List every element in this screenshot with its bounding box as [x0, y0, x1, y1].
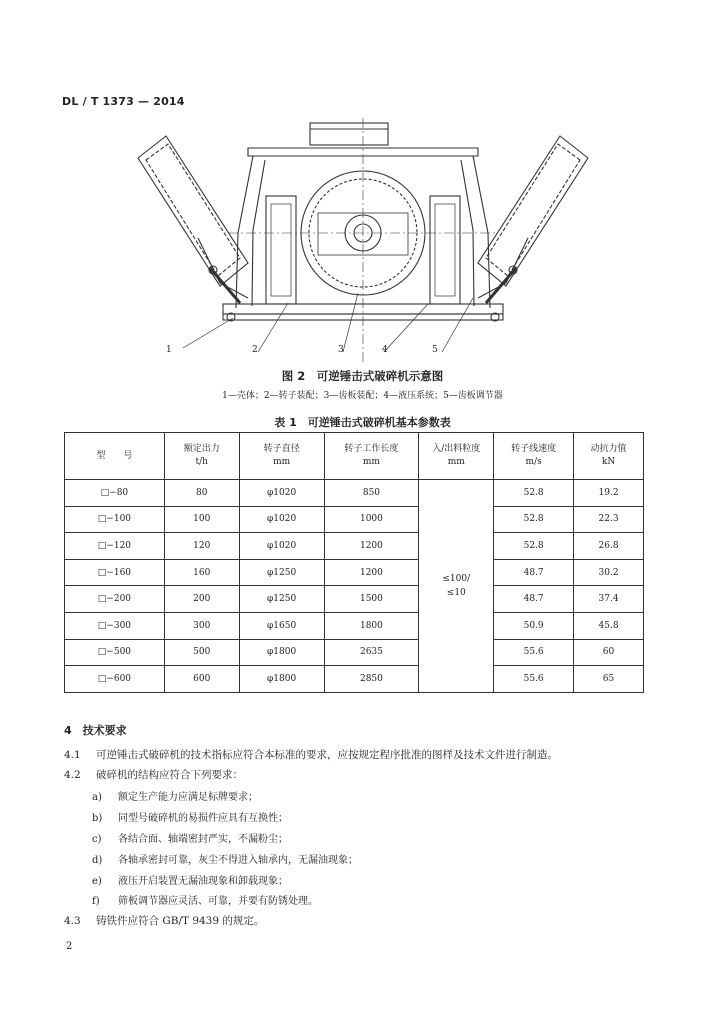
table-row: [65, 506, 644, 533]
callout-2: 2: [252, 345, 258, 355]
list-item: [92, 872, 288, 887]
page-number: 2: [66, 941, 73, 952]
cell-output: 500: [164, 639, 239, 666]
table-row: [65, 612, 644, 639]
cell-model: □−600: [65, 666, 165, 693]
cell-model: □−120: [65, 533, 165, 560]
list-item-label: f): [92, 896, 100, 907]
table-header-row: [65, 433, 644, 480]
cell-length: 1800: [324, 612, 419, 639]
header-particle-size: 入/出料粒度 mm: [419, 433, 494, 480]
cell-diameter: φ1800: [239, 666, 324, 693]
paragraph-number: 4.2: [64, 769, 81, 781]
cell-force: 30.2: [574, 559, 644, 586]
list-item-text: 额定生产能力应满足标牌要求；: [118, 792, 258, 803]
cell-length: 1200: [324, 533, 419, 560]
callout-5: 5: [432, 345, 438, 355]
cell-model: □−100: [65, 506, 165, 533]
table-row: [65, 480, 644, 507]
list-item-label: e): [92, 876, 102, 887]
cell-output: 600: [164, 666, 239, 693]
paragraph-4-2: [64, 767, 664, 782]
cell-output: 200: [164, 586, 239, 613]
cell-output: 160: [164, 559, 239, 586]
header-speed: 转子线速度 m/s: [494, 433, 574, 480]
cell-speed: 55.6: [494, 666, 574, 693]
cell-model: □−300: [65, 612, 165, 639]
cell-speed: 50.9: [494, 612, 574, 639]
cell-speed: 48.7: [494, 559, 574, 586]
cell-speed: 55.6: [494, 639, 574, 666]
crusher-schematic-drawing: [128, 118, 598, 362]
cell-output: 300: [164, 612, 239, 639]
cell-force: 19.2: [574, 480, 644, 507]
list-item: [92, 892, 318, 907]
cell-diameter: φ1800: [239, 639, 324, 666]
cell-speed: 52.8: [494, 480, 574, 507]
cell-diameter: φ1250: [239, 559, 324, 586]
list-item-text: 各轴承密封可靠，灰尘不得进入轴承内，无漏油现象；: [118, 855, 358, 866]
callout-1: 1: [166, 345, 172, 355]
callout-3: 3: [338, 345, 344, 355]
paragraph-4-1: [64, 747, 664, 762]
header-force: 动抗力值 kN: [574, 433, 644, 480]
paragraph-number: 4.3: [64, 915, 81, 927]
cell-speed: 48.7: [494, 586, 574, 613]
section-heading: 4 技术要求: [64, 724, 127, 737]
header-output: 额定出力 t/h: [164, 433, 239, 480]
cell-output: 100: [164, 506, 239, 533]
list-item-text: 筛板调节器应灵活、可靠，并要有防锈处理。: [118, 896, 318, 907]
cell-output: 120: [164, 533, 239, 560]
list-item-text: 各结合面、轴端密封严实，不漏粉尘；: [118, 834, 288, 845]
cell-length: 2850: [324, 666, 419, 693]
cell-length: 850: [324, 480, 419, 507]
table-row: [65, 559, 644, 586]
cell-force: 65: [574, 666, 644, 693]
list-item: [92, 788, 258, 803]
cell-diameter: φ1020: [239, 533, 324, 560]
cell-speed: 52.8: [494, 533, 574, 560]
list-item-label: a): [92, 792, 102, 803]
paragraph-text: 可逆锤击式破碎机的技术指标应符合本标准的要求，应按规定程序批准的图样及技术文件进行制造。: [96, 749, 558, 761]
cell-model: □−160: [65, 559, 165, 586]
figure-callouts: [160, 341, 470, 361]
cell-particle-size: ≤100/ ≤10: [419, 480, 494, 693]
table-row: [65, 533, 644, 560]
cell-diameter: φ1020: [239, 506, 324, 533]
cell-model: □−500: [65, 639, 165, 666]
list-item: [92, 830, 288, 845]
table-row: [65, 639, 644, 666]
figure-legend: 1—壳体；2—转子装配；3—齿板装配；4—液压系统；5—齿板调节器: [222, 391, 503, 401]
list-item-label: c): [92, 834, 102, 845]
cell-length: 1200: [324, 559, 419, 586]
paragraph-4-3: [64, 913, 664, 928]
cell-length: 1500: [324, 586, 419, 613]
list-item-label: b): [92, 813, 103, 824]
header-diameter: 转子直径 mm: [239, 433, 324, 480]
cell-diameter: φ1250: [239, 586, 324, 613]
cell-force: 60: [574, 639, 644, 666]
table-row: [65, 666, 644, 693]
cell-diameter: φ1020: [239, 480, 324, 507]
cell-model: □−80: [65, 480, 165, 507]
callout-4: 4: [382, 345, 388, 355]
cell-force: 45.8: [574, 612, 644, 639]
cell-diameter: φ1650: [239, 612, 324, 639]
list-item: [92, 809, 288, 824]
header-model: 型 号: [65, 433, 165, 480]
table-row: [65, 586, 644, 613]
list-item: [92, 851, 358, 866]
list-item-text: 液压开启装置无漏油现象和卸载现象；: [118, 876, 288, 887]
cell-length: 1000: [324, 506, 419, 533]
cell-model: □−200: [65, 586, 165, 613]
cell-force: 22.3: [574, 506, 644, 533]
cell-length: 2635: [324, 639, 419, 666]
list-item-text: 同型号破碎机的易损件应具有互换性；: [118, 813, 288, 824]
cell-force: 37.4: [574, 586, 644, 613]
paragraph-text: 铸铁件应符合 GB/T 9439 的规定。: [96, 915, 265, 927]
paragraph-number: 4.1: [64, 749, 81, 761]
cell-output: 80: [164, 480, 239, 507]
header-length: 转子工作长度 mm: [324, 433, 419, 480]
document-header: DL / T 1373 — 2014: [62, 95, 185, 108]
figure-caption: 图 2 可逆锤击式破碎机示意图: [281, 369, 444, 383]
list-item-label: d): [92, 855, 103, 866]
cell-force: 26.8: [574, 533, 644, 560]
paragraph-text: 破碎机的结构应符合下列要求：: [96, 769, 243, 781]
parameter-table: [64, 432, 644, 693]
table-caption: 表 1 可逆锤击式破碎机基本参数表: [274, 416, 451, 429]
cell-speed: 52.8: [494, 506, 574, 533]
